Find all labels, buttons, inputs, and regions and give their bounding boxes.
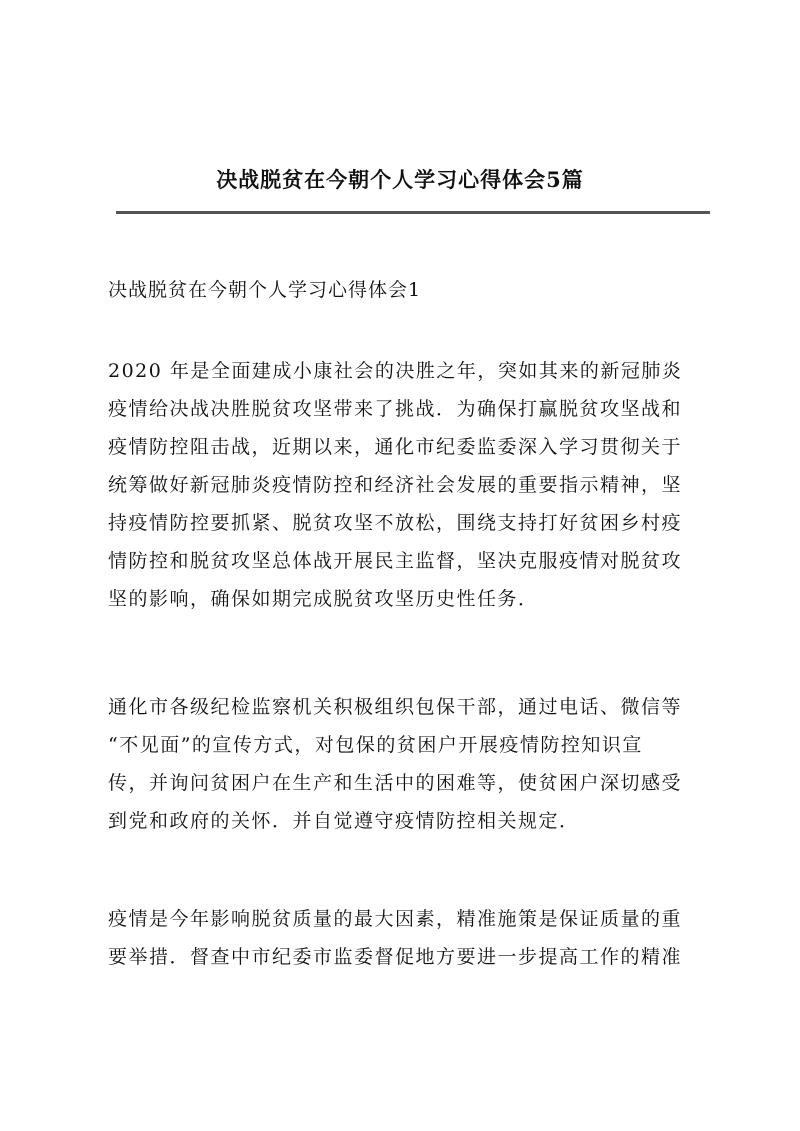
paragraph-line: 疫情给决战决胜脱贫攻坚带来了挑战．为确保打赢脱贫攻坚战和 (108, 398, 683, 420)
paragraph-line: 2020 年是全面建成小康社会的决胜之年，突如其来的新冠肺炎 (108, 360, 683, 382)
paragraph-line: 到党和政府的关怀．并自觉遵守疫情防控相关规定． (108, 810, 580, 832)
paragraph-line: 要举措．督查中市纪委市监委督促地方要进一步提高工作的精准 (108, 946, 683, 968)
section-heading: 决战脱贫在今朝个人学习心得体会1 (108, 279, 422, 301)
paragraph-line: 持疫情防控要抓紧、脱贫攻坚不放松，围绕支持打好贫困乡村疫 (108, 512, 683, 534)
paragraph-line: 情防控和脱贫攻坚总体战开展民主监督，坚决克服疫情对脱贫攻 (108, 550, 683, 572)
paragraph-line: “不见面”的宣传方式，对包保的贫困户开展疫情防控知识宣 (108, 734, 643, 756)
paragraph-line: 坚的影响，确保如期完成脱贫攻坚历史性任务． (108, 588, 539, 610)
paragraph-1 (108, 352, 712, 618)
paragraph-2 (108, 688, 712, 840)
paragraph-line: 统筹做好新冠肺炎疫情防控和经济社会发展的重要指示精神，坚 (108, 474, 683, 496)
title-divider (116, 211, 710, 214)
paragraph-line: 疫情防控阻击战，近期以来，通化市纪委监委深入学习贯彻关于 (108, 436, 683, 458)
document-title: 决战脱贫在今朝个人学习心得体会5篇 (216, 167, 584, 192)
paragraph-line: 疫情是今年影响脱贫质量的最大因素，精准施策是保证质量的重 (108, 908, 683, 930)
paragraph-line: 传，并询问贫困户在生产和生活中的困难等，使贫困户深切感受 (108, 772, 683, 794)
paragraph-line: 通化市各级纪检监察机关积极组织包保干部，通过电话、微信等 (108, 696, 683, 718)
paragraph-3 (108, 900, 712, 976)
